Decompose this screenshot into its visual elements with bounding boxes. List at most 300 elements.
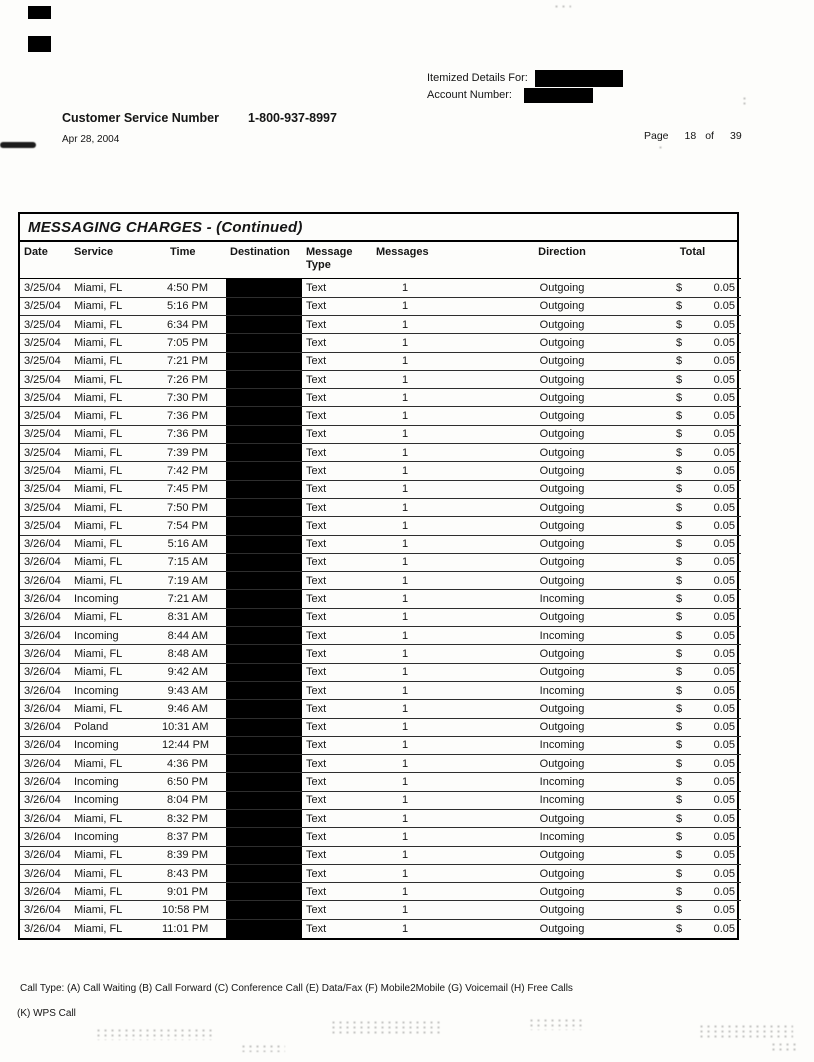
destination-cell-redacted [226, 407, 302, 425]
direction-cell: Outgoing [480, 608, 644, 626]
table-row [20, 864, 741, 882]
message-type-cell: Text [302, 315, 372, 333]
date-cell: 3/26/04 [20, 627, 70, 645]
time-cell: 7:45 PM [158, 480, 226, 498]
service-cell: Incoming [70, 773, 158, 791]
total-amount: 0.05 [713, 391, 735, 404]
col-header-message-type: Message Type [302, 242, 372, 279]
total-amount: 0.05 [713, 318, 735, 331]
direction-cell: Outgoing [480, 425, 644, 443]
table-row [20, 791, 741, 809]
total-amount: 0.05 [713, 556, 735, 569]
date-cell: 3/25/04 [20, 407, 70, 425]
currency-symbol: $ [676, 300, 683, 313]
date-cell: 3/26/04 [20, 718, 70, 736]
message-type-cell: Text [302, 791, 372, 809]
time-cell: 10:31 AM [158, 718, 226, 736]
messages-cell: 1 [372, 480, 480, 498]
destination-cell-redacted [226, 553, 302, 571]
messages-cell: 1 [372, 901, 480, 919]
service-cell: Miami, FL [70, 279, 158, 297]
time-cell: 6:34 PM [158, 315, 226, 333]
service-cell: Miami, FL [70, 535, 158, 553]
col-header-date: Date [20, 242, 70, 279]
currency-symbol: $ [676, 666, 683, 679]
direction-cell: Outgoing [480, 663, 644, 681]
total-cell [644, 590, 741, 608]
total-cell [644, 535, 741, 553]
service-cell: Miami, FL [70, 608, 158, 626]
date-cell: 3/26/04 [20, 645, 70, 663]
direction-cell: Incoming [480, 681, 644, 699]
date-cell: 3/26/04 [20, 700, 70, 718]
scan-artifact [95, 1028, 215, 1040]
messages-cell: 1 [372, 297, 480, 315]
currency-symbol: $ [676, 318, 683, 331]
service-cell: Miami, FL [70, 883, 158, 901]
total-amount: 0.05 [713, 629, 735, 642]
destination-cell-redacted [226, 773, 302, 791]
destination-cell-redacted [226, 444, 302, 462]
message-type-cell: Text [302, 498, 372, 516]
service-cell: Poland [70, 718, 158, 736]
date-cell: 3/25/04 [20, 370, 70, 388]
message-type-cell: Text [302, 425, 372, 443]
total-cell [644, 809, 741, 827]
table-row [20, 498, 741, 516]
currency-symbol: $ [676, 867, 683, 880]
direction-cell: Incoming [480, 773, 644, 791]
total-amount: 0.05 [713, 739, 735, 752]
direction-cell: Outgoing [480, 370, 644, 388]
total-amount: 0.05 [713, 336, 735, 349]
total-cell [644, 315, 741, 333]
direction-cell: Outgoing [480, 718, 644, 736]
message-type-cell: Text [302, 700, 372, 718]
table-row [20, 883, 741, 901]
messages-cell: 1 [372, 370, 480, 388]
table-row [20, 352, 741, 370]
itemized-details-label: Itemized Details For: [427, 72, 528, 84]
total-cell [644, 352, 741, 370]
total-amount: 0.05 [713, 611, 735, 624]
date-cell: 3/26/04 [20, 901, 70, 919]
destination-cell-redacted [226, 663, 302, 681]
currency-symbol: $ [676, 794, 683, 807]
total-cell [644, 791, 741, 809]
date-cell: 3/25/04 [20, 279, 70, 297]
destination-cell-redacted [226, 919, 302, 937]
total-cell [644, 883, 741, 901]
time-cell: 7:15 AM [158, 553, 226, 571]
messages-cell: 1 [372, 572, 480, 590]
direction-cell: Outgoing [480, 572, 644, 590]
total-cell [644, 919, 741, 937]
table-row [20, 645, 741, 663]
currency-symbol: $ [676, 739, 683, 752]
currency-symbol: $ [676, 904, 683, 917]
direction-cell: Outgoing [480, 279, 644, 297]
message-type-cell: Text [302, 608, 372, 626]
total-amount: 0.05 [713, 574, 735, 587]
date-cell: 3/26/04 [20, 883, 70, 901]
date-cell: 3/26/04 [20, 809, 70, 827]
currency-symbol: $ [676, 593, 683, 606]
message-type-cell: Text [302, 663, 372, 681]
currency-symbol: $ [676, 464, 683, 477]
date-cell: 3/26/04 [20, 553, 70, 571]
date-cell: 3/25/04 [20, 334, 70, 352]
page-label: Page [644, 130, 669, 142]
messages-cell: 1 [372, 334, 480, 352]
messages-cell: 1 [372, 517, 480, 535]
time-cell: 7:36 PM [158, 425, 226, 443]
total-cell [644, 425, 741, 443]
destination-cell-redacted [226, 590, 302, 608]
service-cell: Miami, FL [70, 407, 158, 425]
message-type-cell: Text [302, 572, 372, 590]
redaction-bar-account-number [524, 88, 593, 103]
customer-service-label: Customer Service Number [62, 111, 220, 125]
service-cell: Miami, FL [70, 553, 158, 571]
messaging-charges-table [18, 212, 739, 940]
table-row [20, 718, 741, 736]
table-row [20, 279, 741, 297]
message-type-cell: Text [302, 334, 372, 352]
service-cell: Incoming [70, 627, 158, 645]
date-cell: 3/26/04 [20, 608, 70, 626]
total-cell [644, 444, 741, 462]
total-amount: 0.05 [713, 812, 735, 825]
message-type-cell: Text [302, 645, 372, 663]
table-row [20, 572, 741, 590]
total-amount: 0.05 [713, 666, 735, 679]
table-title: MESSAGING CHARGES - (Continued) [20, 214, 737, 242]
total-amount: 0.05 [713, 483, 735, 496]
service-cell: Incoming [70, 736, 158, 754]
date-cell: 3/26/04 [20, 773, 70, 791]
total-cell [644, 462, 741, 480]
time-cell: 9:46 AM [158, 700, 226, 718]
time-cell: 8:43 PM [158, 864, 226, 882]
scan-artifact [553, 4, 571, 10]
direction-cell: Outgoing [480, 407, 644, 425]
total-amount: 0.05 [713, 355, 735, 368]
total-cell [644, 773, 741, 791]
direction-cell: Outgoing [480, 755, 644, 773]
scan-artifact [0, 142, 36, 148]
col-header-destination: Destination [226, 242, 302, 279]
direction-cell: Outgoing [480, 462, 644, 480]
messages-cell: 1 [372, 627, 480, 645]
destination-cell-redacted [226, 809, 302, 827]
direction-cell: Outgoing [480, 809, 644, 827]
time-cell: 8:04 PM [158, 791, 226, 809]
time-cell: 9:43 AM [158, 681, 226, 699]
message-type-cell: Text [302, 517, 372, 535]
table-row [20, 535, 741, 553]
currency-symbol: $ [676, 282, 683, 295]
date-cell: 3/25/04 [20, 517, 70, 535]
time-cell: 7:05 PM [158, 334, 226, 352]
message-type-cell: Text [302, 352, 372, 370]
message-type-cell: Text [302, 590, 372, 608]
total-cell [644, 627, 741, 645]
messages-cell: 1 [372, 645, 480, 663]
time-cell: 8:32 PM [158, 809, 226, 827]
time-cell: 7:30 PM [158, 389, 226, 407]
messages-cell: 1 [372, 791, 480, 809]
time-cell: 8:39 PM [158, 846, 226, 864]
scan-artifact [330, 1020, 440, 1036]
service-cell: Miami, FL [70, 425, 158, 443]
date-cell: 3/26/04 [20, 681, 70, 699]
scan-artifact [741, 96, 747, 105]
total-cell [644, 407, 741, 425]
service-cell: Miami, FL [70, 315, 158, 333]
destination-cell-redacted [226, 627, 302, 645]
time-cell: 7:36 PM [158, 407, 226, 425]
service-cell: Miami, FL [70, 864, 158, 882]
table-row [20, 700, 741, 718]
total-amount: 0.05 [713, 446, 735, 459]
messages-cell: 1 [372, 883, 480, 901]
direction-cell: Outgoing [480, 315, 644, 333]
date-cell: 3/25/04 [20, 389, 70, 407]
direction-cell: Outgoing [480, 700, 644, 718]
currency-symbol: $ [676, 830, 683, 843]
table-row [20, 334, 741, 352]
time-cell: 5:16 PM [158, 297, 226, 315]
destination-cell-redacted [226, 645, 302, 663]
total-amount: 0.05 [713, 922, 735, 935]
table-row [20, 517, 741, 535]
destination-cell-redacted [226, 425, 302, 443]
currency-symbol: $ [676, 812, 683, 825]
total-cell [644, 681, 741, 699]
destination-cell-redacted [226, 901, 302, 919]
currency-symbol: $ [676, 885, 683, 898]
date-cell: 3/25/04 [20, 444, 70, 462]
service-cell: Miami, FL [70, 572, 158, 590]
currency-symbol: $ [676, 446, 683, 459]
message-type-cell: Text [302, 681, 372, 699]
direction-cell: Outgoing [480, 645, 644, 663]
time-cell: 4:50 PM [158, 279, 226, 297]
direction-cell: Outgoing [480, 883, 644, 901]
total-cell [644, 370, 741, 388]
table-row [20, 608, 741, 626]
total-amount: 0.05 [713, 282, 735, 295]
message-type-cell: Text [302, 901, 372, 919]
destination-cell-redacted [226, 864, 302, 882]
destination-cell-redacted [226, 462, 302, 480]
currency-symbol: $ [676, 538, 683, 551]
table-row [20, 553, 741, 571]
time-cell: 6:50 PM [158, 773, 226, 791]
message-type-cell: Text [302, 407, 372, 425]
messages-cell: 1 [372, 407, 480, 425]
date-cell: 3/26/04 [20, 572, 70, 590]
currency-symbol: $ [676, 629, 683, 642]
direction-cell: Outgoing [480, 846, 644, 864]
date-cell: 3/26/04 [20, 535, 70, 553]
total-amount: 0.05 [713, 794, 735, 807]
messages-cell: 1 [372, 425, 480, 443]
service-cell: Incoming [70, 828, 158, 846]
service-cell: Miami, FL [70, 663, 158, 681]
destination-cell-redacted [226, 535, 302, 553]
message-type-cell: Text [302, 736, 372, 754]
col-header-service: Service [70, 242, 158, 279]
destination-cell-redacted [226, 315, 302, 333]
direction-cell: Outgoing [480, 517, 644, 535]
total-amount: 0.05 [713, 519, 735, 532]
total-cell [644, 663, 741, 681]
table-row [20, 297, 741, 315]
date-cell: 3/26/04 [20, 590, 70, 608]
table-row [20, 425, 741, 443]
destination-cell-redacted [226, 736, 302, 754]
total-amount: 0.05 [713, 702, 735, 715]
total-cell [644, 498, 741, 516]
total-cell [644, 572, 741, 590]
messages-cell: 1 [372, 352, 480, 370]
total-amount: 0.05 [713, 428, 735, 441]
destination-cell-redacted [226, 572, 302, 590]
date-cell: 3/25/04 [20, 480, 70, 498]
message-type-cell: Text [302, 809, 372, 827]
direction-cell: Outgoing [480, 901, 644, 919]
destination-cell-redacted [226, 389, 302, 407]
currency-symbol: $ [676, 519, 683, 532]
destination-cell-redacted [226, 370, 302, 388]
scan-artifact [240, 1044, 285, 1052]
service-cell: Miami, FL [70, 755, 158, 773]
direction-cell: Outgoing [480, 535, 644, 553]
scan-registration-mark [28, 6, 51, 19]
destination-cell-redacted [226, 352, 302, 370]
total-amount: 0.05 [713, 501, 735, 514]
table-row [20, 627, 741, 645]
redaction-bar-customer-name [535, 70, 623, 87]
table-row [20, 444, 741, 462]
time-cell: 9:42 AM [158, 663, 226, 681]
total-amount: 0.05 [713, 885, 735, 898]
col-header-messages: Messages [372, 242, 480, 279]
total-amount: 0.05 [713, 830, 735, 843]
total-cell [644, 846, 741, 864]
direction-cell: Outgoing [539, 922, 585, 935]
messages-cell: 1 [372, 608, 480, 626]
total-amount: 0.05 [713, 904, 735, 917]
message-type-cell: Text [302, 462, 372, 480]
messages-cell: 1 [372, 681, 480, 699]
destination-cell-redacted [226, 608, 302, 626]
currency-symbol: $ [676, 647, 683, 660]
message-type-cell: Text [302, 535, 372, 553]
currency-symbol: $ [676, 574, 683, 587]
messaging-table-body [20, 279, 741, 938]
total-amount: 0.05 [713, 867, 735, 880]
destination-cell-redacted [226, 297, 302, 315]
message-type-cell: Text [302, 297, 372, 315]
page-indicator [644, 130, 742, 142]
messages-cell: 1 [372, 700, 480, 718]
total-cell [644, 645, 741, 663]
table-row [20, 919, 741, 937]
currency-symbol: $ [676, 849, 683, 862]
destination-cell-redacted [226, 755, 302, 773]
messages-cell: 1 [372, 462, 480, 480]
service-cell: Miami, FL [70, 352, 158, 370]
total-cell [644, 718, 741, 736]
destination-cell-redacted [226, 718, 302, 736]
currency-symbol: $ [676, 428, 683, 441]
service-cell: Miami, FL [70, 334, 158, 352]
total-amount: 0.05 [713, 849, 735, 862]
message-type-cell: Text [302, 718, 372, 736]
direction-cell: Incoming [480, 791, 644, 809]
table-row [20, 755, 741, 773]
messages-cell: 1 [372, 828, 480, 846]
messages-cell: 1 [372, 846, 480, 864]
col-header-total: Total [644, 242, 741, 279]
destination-cell-redacted [226, 700, 302, 718]
direction-cell: Incoming [480, 736, 644, 754]
time-cell: 8:31 AM [158, 608, 226, 626]
col-header-direction: Direction [480, 242, 644, 279]
messages-cell: 1 [402, 922, 409, 935]
currency-symbol: $ [676, 776, 683, 789]
scan-artifact [698, 1024, 793, 1040]
currency-symbol: $ [676, 501, 683, 514]
time-cell: 8:48 AM [158, 645, 226, 663]
direction-cell: Outgoing [480, 334, 644, 352]
total-amount: 0.05 [713, 721, 735, 734]
direction-cell: Outgoing [480, 389, 644, 407]
currency-symbol: $ [676, 922, 683, 935]
date-cell: 3/25/04 [20, 352, 70, 370]
table-row [20, 828, 741, 846]
time-cell: 12:44 PM [158, 736, 226, 754]
destination-cell-redacted [226, 334, 302, 352]
direction-cell: Incoming [480, 590, 644, 608]
date-cell: 3/25/04 [20, 315, 70, 333]
messages-cell: 1 [372, 590, 480, 608]
destination-cell-redacted [226, 681, 302, 699]
scan-artifact [528, 1018, 583, 1030]
account-number-label: Account Number: [427, 89, 512, 101]
time-cell: 4:36 PM [158, 755, 226, 773]
service-cell: Miami, FL [70, 462, 158, 480]
service-cell: Miami, FL [70, 809, 158, 827]
messages-cell: 1 [372, 864, 480, 882]
total-cell [644, 297, 741, 315]
date-cell: 3/26/04 [20, 755, 70, 773]
table-row [20, 663, 741, 681]
total-cell [644, 901, 741, 919]
service-cell: Miami, FL [70, 480, 158, 498]
service-cell: Miami, FL [70, 645, 158, 663]
messages-cell: 1 [372, 498, 480, 516]
direction-cell: Outgoing [480, 297, 644, 315]
messages-cell: 1 [372, 755, 480, 773]
messages-cell: 1 [372, 773, 480, 791]
service-cell: Miami, FL [70, 700, 158, 718]
service-cell: Miami, FL [70, 498, 158, 516]
total-cell [644, 864, 741, 882]
